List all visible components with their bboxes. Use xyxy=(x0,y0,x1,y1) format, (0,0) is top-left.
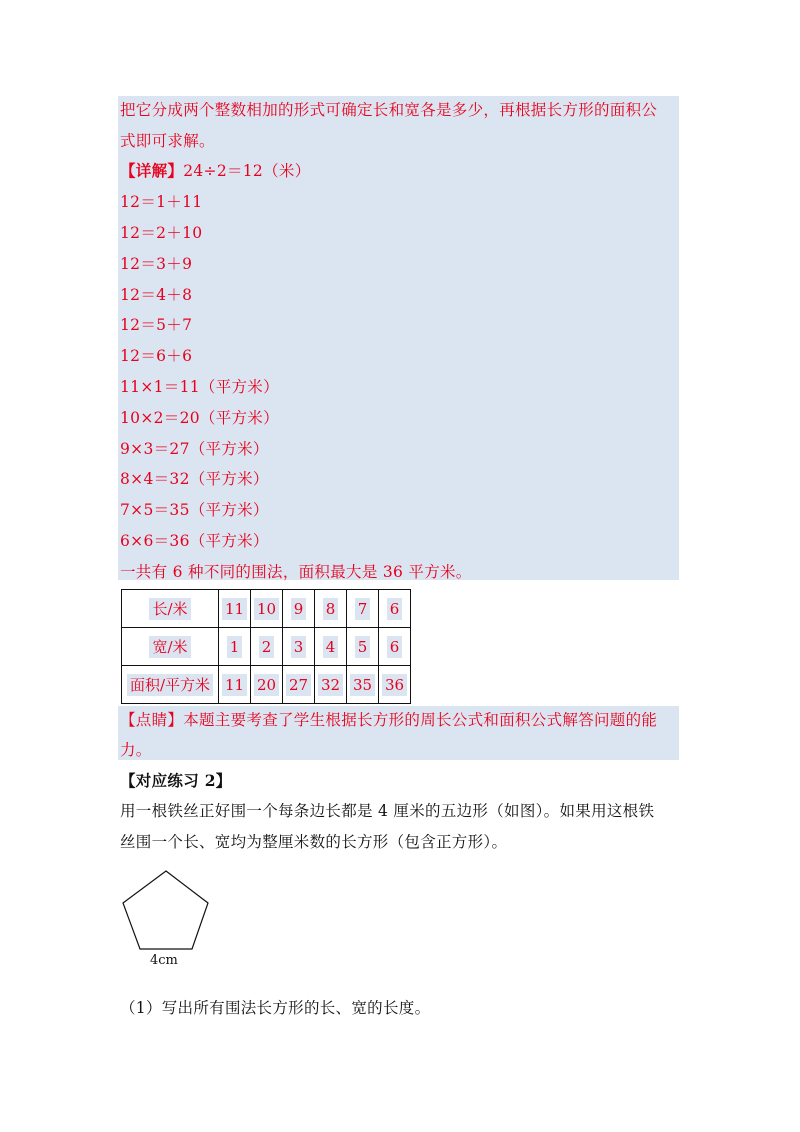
table-cell: 4 xyxy=(315,628,347,666)
comment-line-1: 【点睛】本题主要考查了学生根据长方形的周长公式和面积公式解答问题的能 xyxy=(120,711,658,729)
table-cell: 35 xyxy=(347,666,379,704)
sum-equation: 12＝3＋9 xyxy=(120,255,193,273)
sum-equation: 12＝1＋11 xyxy=(120,193,203,211)
dimension-table xyxy=(121,589,411,704)
product-equation: 7×5＝35（平方米） xyxy=(120,501,269,519)
table-cell: 6 xyxy=(379,590,411,628)
analysis-line-2: 式即可求解。 xyxy=(120,132,215,150)
product-equation: 6×6＝36（平方米） xyxy=(120,532,269,550)
product-equation: 10×2＝20（平方米） xyxy=(120,409,279,427)
detail-label: 【详解】 xyxy=(120,161,184,180)
table-row xyxy=(122,666,411,704)
product-equation: 9×3＝27（平方米） xyxy=(120,440,269,458)
table-cell: 1 xyxy=(219,628,251,666)
detail-first-line xyxy=(120,161,311,181)
question-1: （1）写出所有围法长方形的长、宽的长度。 xyxy=(120,999,431,1017)
table-cell: 7 xyxy=(347,590,379,628)
product-equation: 11×1＝11（平方米） xyxy=(120,378,279,396)
table-cell: 20 xyxy=(251,666,283,704)
sum-equation: 12＝6＋6 xyxy=(120,347,193,365)
table-cell: 6 xyxy=(379,628,411,666)
table-cell: 3 xyxy=(283,628,315,666)
sum-equation: 12＝2＋10 xyxy=(120,224,203,242)
detail-first-equation: 24÷2＝12（米） xyxy=(183,162,311,180)
table-cell: 27 xyxy=(283,666,315,704)
table-row-header: 宽/米 xyxy=(122,628,219,666)
table-cell: 8 xyxy=(315,590,347,628)
exercise-title: 【对应练习 2】 xyxy=(120,771,232,790)
table-cell: 9 xyxy=(283,590,315,628)
analysis-line-1: 把它分成两个整数相加的形式可确定长和宽各是多少，再根据长方形的面积公 xyxy=(120,101,658,119)
exercise-text-line-1: 用一根铁丝正好围一个每条边长都是 4 厘米的五边形（如图）。如果用这根铁 xyxy=(120,802,655,820)
table-row xyxy=(122,590,411,628)
table-cell: 2 xyxy=(251,628,283,666)
table-cell: 11 xyxy=(219,666,251,704)
table-row-header: 长/米 xyxy=(122,590,219,628)
table-cell: 11 xyxy=(219,590,251,628)
sum-equation: 12＝5＋7 xyxy=(120,316,193,334)
exercise-text-line-2: 丝围一个长、宽均为整厘米数的长方形（包含正方形）。 xyxy=(120,833,508,851)
sum-equation: 12＝4＋8 xyxy=(120,286,193,304)
table-cell: 32 xyxy=(315,666,347,704)
pentagon-figure xyxy=(118,865,214,955)
pentagon-side-label: 4cm xyxy=(150,953,178,968)
table-row-header: 面积/平方米 xyxy=(122,666,219,704)
table-row xyxy=(122,628,411,666)
table-cell: 36 xyxy=(379,666,411,704)
table-cell: 5 xyxy=(347,628,379,666)
comment-line-2: 力。 xyxy=(120,741,152,759)
detail-conclusion: 一共有 6 种不同的围法，面积最大是 36 平方米。 xyxy=(120,563,472,581)
table-cell: 10 xyxy=(251,590,283,628)
product-equation: 8×4＝32（平方米） xyxy=(120,470,269,488)
